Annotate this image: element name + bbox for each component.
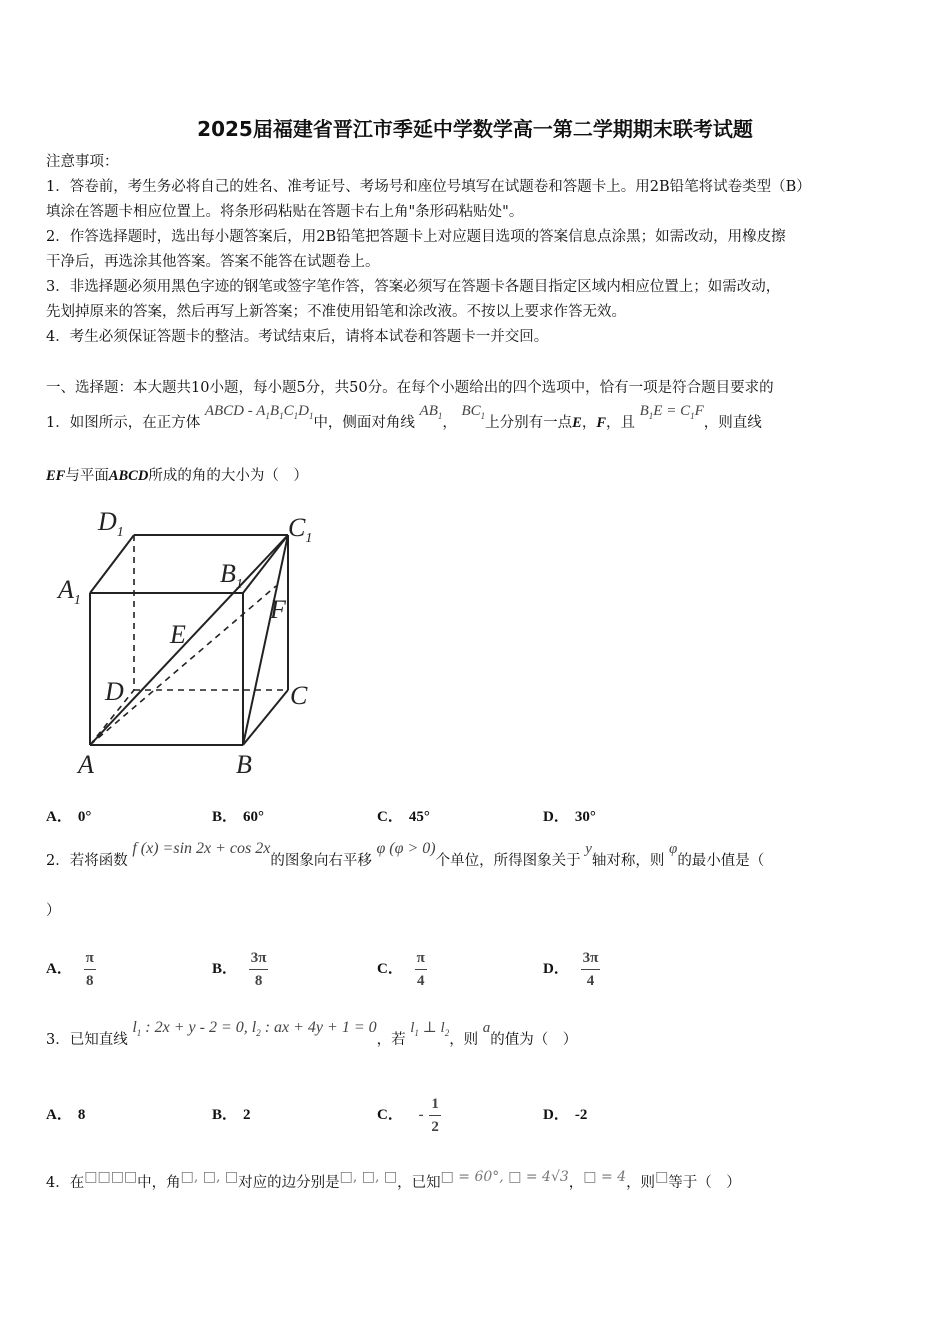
cube-figure xyxy=(50,500,340,790)
question-1-line2: EF与平面ABCD所成的角的大小为（ ） xyxy=(46,468,308,484)
label-d: D xyxy=(105,677,124,706)
section-heading: 一、选择题：本大题共10小题，每小题5分，共50分。在每个小题给出的四个选项中，恰有一项是符合题目要求的 xyxy=(46,380,774,396)
question-text: ，则直线 xyxy=(703,415,762,431)
question-3: 3．已知直线 $l_1$ : 2x + y - 2 = 0, $l_2$ : ax + 4y + 1 = 0，若 $l_1$ ⊥ $l_2$，则 a的值为（ ） xyxy=(46,1019,578,1048)
fraction: $\frac{\pi}{4}$ xyxy=(415,947,427,992)
option-d[interactable]: D． $\frac{3\pi}{4}$ xyxy=(543,935,600,992)
question-number: 1． xyxy=(46,415,70,431)
notice-line: 4．考生必须保证答题卡的整洁。考试结束后，请将本试卷和答题卡一并交回。 xyxy=(46,329,549,345)
option-d[interactable]: D． 30° xyxy=(543,809,596,825)
option-c[interactable]: C． - $\frac{1}{2}$ xyxy=(377,1076,441,1138)
phi-symbol: φ xyxy=(669,841,678,857)
fraction: $\frac{\pi}{8}$ xyxy=(84,947,96,992)
option-b[interactable]: B． 2 xyxy=(212,1107,251,1123)
notice-line: 2．作答选择题时，选出每小题答案后，用2B铅笔把答题卡上对应题目选项的答案信息点涂黑；如需改动，用橡皮擦 xyxy=(46,229,786,245)
notice-line: 先划掉原来的答案，然后再写上新答案；不准使用铅笔和涂改液。不按以上要求作答无效。 xyxy=(46,304,626,320)
question-1: 1．如图所示，在正方体 ABCD - $A_1B_1C_1D_1$中，侧面对角线 $AB_1$， $BC_1$上分别有一点E，F，且 $B_1E = C_1F$，则直线 xyxy=(46,403,762,431)
given-side: □ = 4 xyxy=(583,1169,627,1185)
axis-y: y xyxy=(585,841,592,857)
line-equations: $l_1$ : 2x + y - 2 = 0, $l_2$ : ax + 4y + 1 = 0 xyxy=(132,1019,377,1039)
segment-ab1: $AB_1$ xyxy=(419,403,443,421)
fraction: $\frac{3\pi}{4}$ xyxy=(581,947,601,992)
garbled-glyph: □ xyxy=(655,1169,669,1185)
diagonal-ac1 xyxy=(90,535,288,745)
question-4: 4．在□□□□中，角□, □, □对应的边分别是□, □, □，已知□ = 60°, □ = 4√3，□ = 4，则□等于（ ） xyxy=(46,1169,741,1191)
page-title: 2025届福建省晋江市季延中学数学高一第二学期期末联考试题 xyxy=(197,117,753,141)
option-c[interactable]: C． 45° xyxy=(377,809,430,825)
shift-phi: φ (φ > 0) xyxy=(376,840,436,857)
option-d[interactable]: D． -2 xyxy=(543,1107,588,1123)
label-c1: $C_1$ xyxy=(288,513,313,546)
notice-line: 1．答卷前，考生务必将自己的姓名、准考证号、考场号和座位号填写在试题卷和答题卡上。用2B铅笔将试卷类型（B） xyxy=(46,179,811,195)
notice-line: 3．非选择题必须用黑色字迹的钢笔或签字笔作答，答案必须写在答题卡各题目指定区域内相应位置上；如需改动， xyxy=(46,279,781,295)
fraction: $\frac{1}{2}$ xyxy=(429,1093,441,1138)
question-2: 2．若将函数 f (x) =sin 2x + cos 2x的图象向右平移 φ (φ > 0)个单位，所得图象关于 y轴对称，则 φ的最小值是（ xyxy=(46,840,765,869)
option-b[interactable]: B． 60° xyxy=(212,809,265,825)
given-values: □ = 60°, □ = 4√3 xyxy=(440,1169,569,1185)
label-b: B xyxy=(236,750,252,779)
garbled-glyph: □, □, □ xyxy=(339,1169,398,1185)
notice-heading: 注意事项： xyxy=(46,154,119,170)
notice-line: 干净后，再选涂其他答案。答案不能答在试题卷上。 xyxy=(46,254,380,270)
label-c: C xyxy=(290,681,308,710)
edge-a1d1 xyxy=(90,535,134,593)
label-a1: $A_1$ xyxy=(58,575,81,608)
diagonal-bc1 xyxy=(243,535,288,745)
question-2-close: ） xyxy=(46,903,61,919)
cube-notation: ABCD - $A_1B_1C_1D_1$ xyxy=(204,403,314,421)
option-a[interactable]: A． $\frac{\pi}{8}$ xyxy=(46,935,96,992)
label-a: A xyxy=(78,750,94,779)
segment-bc1: $BC_1$ xyxy=(461,403,486,421)
option-a[interactable]: A． 8 xyxy=(46,1107,86,1123)
label-b1: $B_1$ xyxy=(220,559,243,592)
option-c[interactable]: C． $\frac{\pi}{4}$ xyxy=(377,935,427,992)
question-text: ，且 xyxy=(606,415,635,431)
question-text: 上分别有一点 xyxy=(485,415,573,431)
garbled-glyph: □□□□ xyxy=(84,1169,138,1185)
label-d1: $D_1$ xyxy=(98,507,124,540)
equation-b1e-c1f: $B_1E = C_1F$ xyxy=(639,403,704,421)
garbled-glyph: □, □, □ xyxy=(180,1169,239,1185)
option-a[interactable]: A． 0° xyxy=(46,809,92,825)
variable-a: a xyxy=(482,1020,491,1036)
fraction: $\frac{3\pi}{8}$ xyxy=(249,947,269,992)
option-b[interactable]: B． $\frac{3\pi}{8}$ xyxy=(212,935,268,992)
question-text: 如图所示，在正方体 xyxy=(69,415,201,431)
label-e: E xyxy=(170,620,186,649)
question-number: 3． xyxy=(46,1032,70,1048)
question-number: 2． xyxy=(46,853,70,869)
notice-line: 填涂在答题卡相应位置上。将条形码粘贴在答题卡右上角"条形码粘贴处"。 xyxy=(46,204,524,220)
perpendicular-condition: $l_1$ ⊥ $l_2$ xyxy=(410,1020,450,1038)
question-text: 中，侧面对角线 xyxy=(313,415,415,431)
label-f: F xyxy=(270,595,286,624)
question-number: 4． xyxy=(46,1175,70,1191)
function-expression: f (x) =sin 2x + cos 2x xyxy=(132,840,271,857)
